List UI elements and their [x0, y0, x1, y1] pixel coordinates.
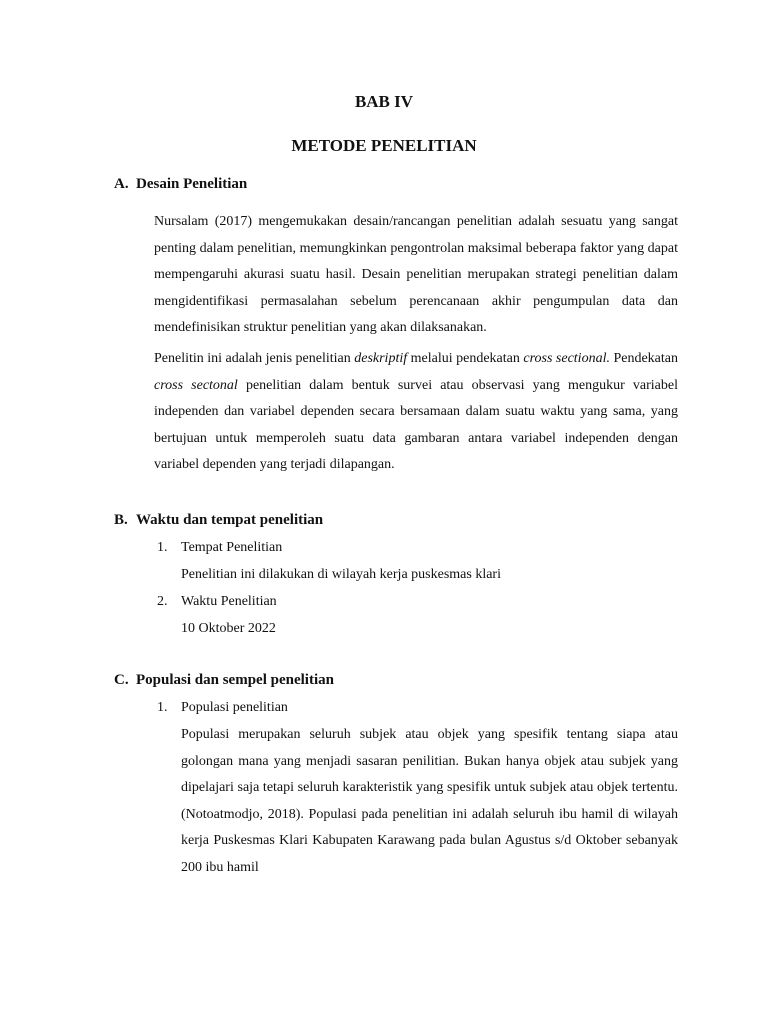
section-a-paragraph-2 — [154, 346, 678, 479]
list-item-label: Waktu Penelitian — [181, 594, 277, 609]
list-number: 2. — [157, 594, 168, 609]
section-c-item-1 — [157, 700, 288, 716]
section-a-paragraph-1: Nursalam (2017) mengemukakan desain/rancangan penelitian adalah sesuatu yang sangat penting dalam penelitian, memungkinkan pengontrolan maksimal beberapa faktor yang dapat mempengaruhi akurasi suatu hasil. Desain penelitian merupakan strategi penelitian dalam mengidentifikasi permasalahan sebelum perencanaan akhir pengumpulan data dan mendefinisikan struktur penelitian yang akan dilaksanakan. — [154, 214, 678, 335]
list-number: 1. — [157, 700, 168, 715]
section-b-item-1 — [157, 540, 282, 556]
para2-emphasis-cross-sectional: cross sectional. — [523, 351, 610, 366]
list-item-label: Tempat Penelitian — [181, 540, 283, 555]
section-c-heading — [114, 672, 334, 689]
para2-text-4: penelitian dalam bentuk survei atau observasi yang mengukur variabel independen dan variabel dependen secara bersamaan dalam suatu waktu yang sama, yang bertujuan untuk memperoleh suatu data gambaran antara variabel independen dengan variabel dependen yang terjadi dilapangan. — [154, 377, 678, 472]
section-b-heading — [114, 512, 323, 529]
para2-text-2: melalui pendekatan — [407, 351, 524, 366]
section-a-letter: A. — [114, 176, 129, 192]
section-b-item-2 — [157, 594, 277, 610]
section-b-item-1-detail: Penelitian ini dilakukan di wilayah kerja puskesmas klari — [181, 567, 501, 582]
para2-text-1: Penelitin ini adalah jenis penelitian — [154, 351, 355, 366]
section-b-item-2-detail: 10 Oktober 2022 — [181, 621, 276, 636]
section-a-heading — [114, 176, 247, 193]
list-number: 1. — [157, 540, 168, 555]
para2-text-3: Pendekatan — [609, 351, 679, 366]
chapter-number: BAB IV — [354, 92, 414, 111]
section-c-title: Populasi dan sempel penelitian — [136, 672, 334, 688]
chapter-title: METODE PENELITIAN — [291, 136, 477, 155]
para2-emphasis-cross-sectonal: cross sectonal — [154, 377, 238, 393]
section-c-item-1-detail: Populasi merupakan seluruh subjek atau objek yang spesifik tentang siapa atau golongan mana yang menjadi sasaran penilitian. Bukan hanya objek atau subjek yang dipelajari saja tetapi seluruh karakteristik yang spesifik untuk subjek atau objek tertentu. (Notoatmodjo, 2018). Populasi pada penelitian ini adalah seluruh ibu hamil di wilayah kerja Puskesmas Klari Kabupaten Karawang pada bulan Agustus s/d Oktober sebanyak 200 ibu hamil — [181, 727, 678, 875]
list-item-label: Populasi penelitian — [181, 700, 288, 715]
section-c-letter: C. — [114, 672, 129, 688]
section-a-title: Desain Penelitian — [136, 176, 248, 192]
section-b-title: Waktu dan tempat penelitian — [136, 512, 324, 528]
section-b-letter: B. — [114, 512, 128, 528]
para2-emphasis-deskriptif: deskriptif — [354, 351, 408, 366]
